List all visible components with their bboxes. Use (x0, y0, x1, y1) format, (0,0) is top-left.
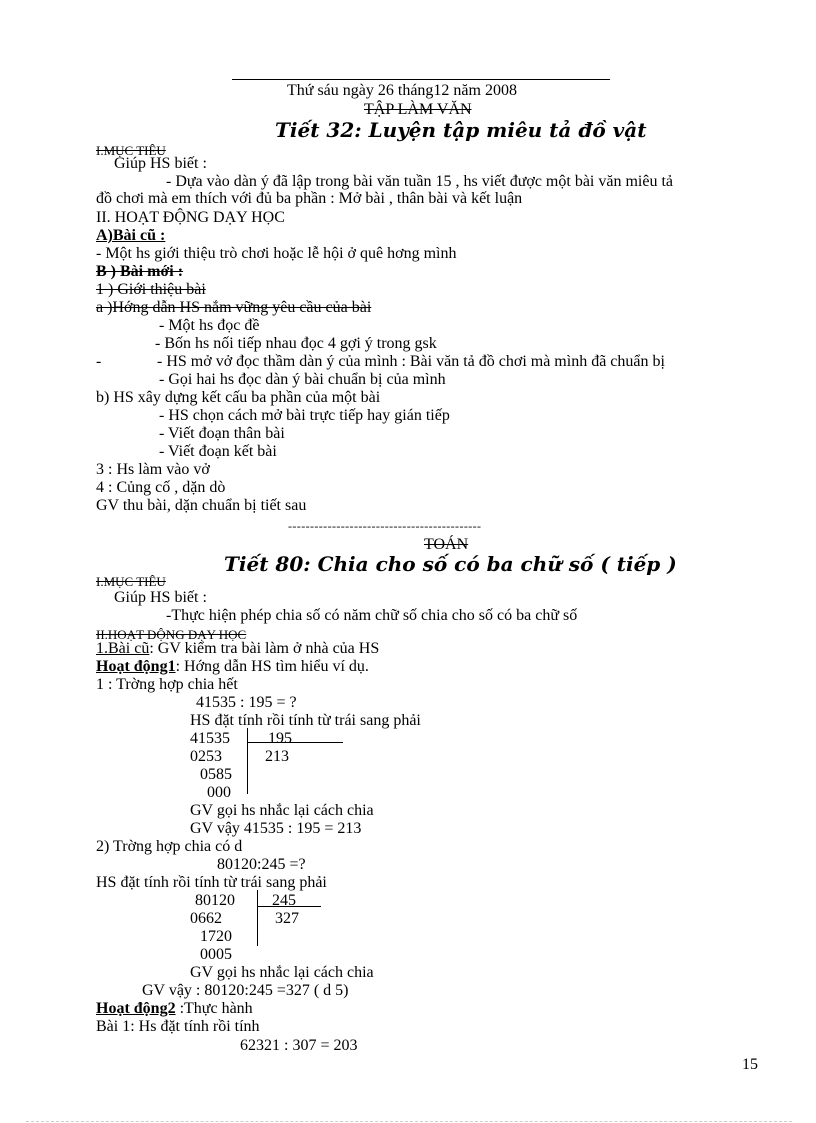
case-2-expression: 80120:245 =? (217, 856, 306, 873)
case-1-recap: GV gọi hs nhắc lại cách chia (190, 802, 374, 819)
case-2-divisor-rule (257, 906, 321, 907)
bai-cu-label-2: 1.Bài cũ (96, 640, 150, 657)
bai-moi-heading: B ) Bài mới : (96, 263, 184, 280)
hoat-dong-heading-2: II.HOẠT ĐỘNG DẠY HỌC (96, 627, 247, 642)
list-item-b1: - HS chọn cách mở bài trực tiếp hay gián tiếp (159, 407, 450, 424)
dash-marker: - (96, 353, 102, 370)
list-item-a2: - Bốn hs nối tiếp nhau đọc 4 gợi ý trong gsk (155, 335, 437, 352)
top-rule (232, 79, 610, 80)
page-bottom-border (26, 1121, 792, 1122)
case-1-division-bar (247, 728, 248, 794)
case-1-divisor-rule (247, 742, 343, 743)
hoat-dong-2 (96, 1000, 253, 1018)
subject-heading-toan: TOÁN (424, 536, 469, 553)
case-2-division-bar (257, 890, 258, 946)
case-2-quotient: 327 (275, 910, 299, 927)
case-1-heading: 1 : Trờng hợp chia hết (96, 676, 238, 693)
lesson-title-2: Tiết 80: Chia cho số có ba chữ số ( tiếp ) (224, 552, 677, 576)
case-1-step-1: 0253 (190, 748, 222, 765)
bai-1-heading: Bài 1: Hs đặt tính rồi tính (96, 1018, 260, 1035)
case-1-step-2: 0585 (200, 766, 232, 783)
lesson-title-1: Tiết 32: Luyện tập miêu tả đồ vật (275, 118, 647, 142)
separator-line: -------------------------------------------- (288, 519, 482, 533)
case-1-quotient: 213 (265, 748, 289, 765)
case-2-step-1: 0662 (190, 910, 222, 927)
list-item-b3: - Viết đoạn kết bài (159, 443, 277, 460)
list-item-b2: - Viết đoạn thân bài (159, 425, 285, 442)
case-1-result: GV vậy 41535 : 195 = 213 (190, 820, 362, 837)
hoat-dong-2-text: :Thực hành (175, 1000, 253, 1017)
xay-dung-ket-cau: b) HS xây dựng kết cấu ba phần của một bài (96, 389, 381, 406)
bai-cu-text-1: - Một hs giới thiệu trò chơi hoặc lễ hội ở quê hơng mình (96, 245, 457, 262)
case-2-step-3: 0005 (200, 946, 232, 963)
hoat-dong-1-label: Hoạt động1 (96, 658, 176, 675)
hoat-dong-1-text: : Hớng dẫn HS tìm hiểu ví dụ. (175, 658, 369, 675)
list-item-a3: - HS mở vở đọc thầm dàn ý của mình : Bài văn tả đồ chơi mà mình đã chuẩn bị (157, 353, 665, 370)
case-1-divisor: 195 (268, 730, 292, 747)
subject-heading-tap-lam-van: TẬP LÀM VĂN (364, 101, 472, 118)
case-2-step-2: 1720 (200, 928, 232, 945)
objective-line-1: - Dựa vào dàn ý đã lập trong bài văn tuần 15 , hs viết được một bài văn miêu tả (166, 173, 674, 190)
bai-cu-heading-1: A)Bài cũ : (96, 227, 166, 244)
muc-tieu-heading-2: I.MỤC TIÊU (96, 574, 166, 589)
bai-cu-text-2: : GV kiểm tra bài làm ở nhà của HS (149, 640, 380, 657)
case-2-recap: GV gọi hs nhắc lại cách chia (190, 964, 374, 981)
case-1-expression: 41535 : 195 = ? (196, 694, 297, 711)
cung-co-dan-do: 4 : Củng cố , dặn dò (96, 479, 226, 496)
case-2-instruction: HS đặt tính rồi tính từ trái sang phải (96, 874, 327, 891)
hoat-dong-heading-1: II. HOẠT ĐỘNG DẠY HỌC (96, 209, 285, 226)
case-2-divisor: 245 (272, 892, 296, 909)
hoat-dong-2-label: Hoạt động2 (96, 1000, 176, 1017)
page-number: 15 (742, 1056, 758, 1073)
gioi-thieu-bai: 1 ) Giới thiệu bài (96, 281, 206, 298)
gv-thu-bai: GV thu bài, dặn chuẩn bị tiết sau (96, 497, 307, 514)
case-2-dividend: 80120 (195, 892, 235, 909)
case-2-heading: 2) Trờng hợp chia có d (96, 838, 243, 855)
giup-hs-2: Giúp HS biết : (114, 589, 207, 606)
lam-vao-vo: 3 : Hs làm vào vở (96, 461, 210, 478)
muc-tieu-heading-1: I.MỤC TIÊU (96, 143, 166, 158)
huong-dan-heading: a )Hớng dẫn HS nắm vững yêu cầu của bài (96, 299, 372, 316)
date-line: Thứ sáu ngày 26 tháng12 năm 2008 (287, 82, 517, 99)
case-1-instruction: HS đặt tính rồi tính từ trái sang phải (190, 712, 421, 729)
objective-2: -Thực hiện phép chia số có năm chữ số chia cho số có ba chữ số (166, 607, 578, 624)
bai-cu-2 (96, 640, 379, 658)
case-1-dividend: 41535 (190, 730, 230, 747)
list-item-a4: - Gọi hai hs đọc dàn ý bài chuẩn bị của mình (159, 371, 446, 388)
objective-line-2: đồ chơi mà em thích với đủ ba phần : Mở bài , thân bài và kết luận (96, 190, 523, 207)
hoat-dong-1 (96, 658, 369, 676)
bai-1-expression: 62321 : 307 = 203 (240, 1037, 358, 1054)
case-1-step-3: 000 (207, 784, 231, 801)
list-item-a1: - Một hs đọc đề (159, 317, 260, 334)
giup-hs-1: Giúp HS biết : (114, 155, 207, 172)
case-2-result: GV vậy : 80120:245 =327 ( d 5) (142, 982, 349, 999)
